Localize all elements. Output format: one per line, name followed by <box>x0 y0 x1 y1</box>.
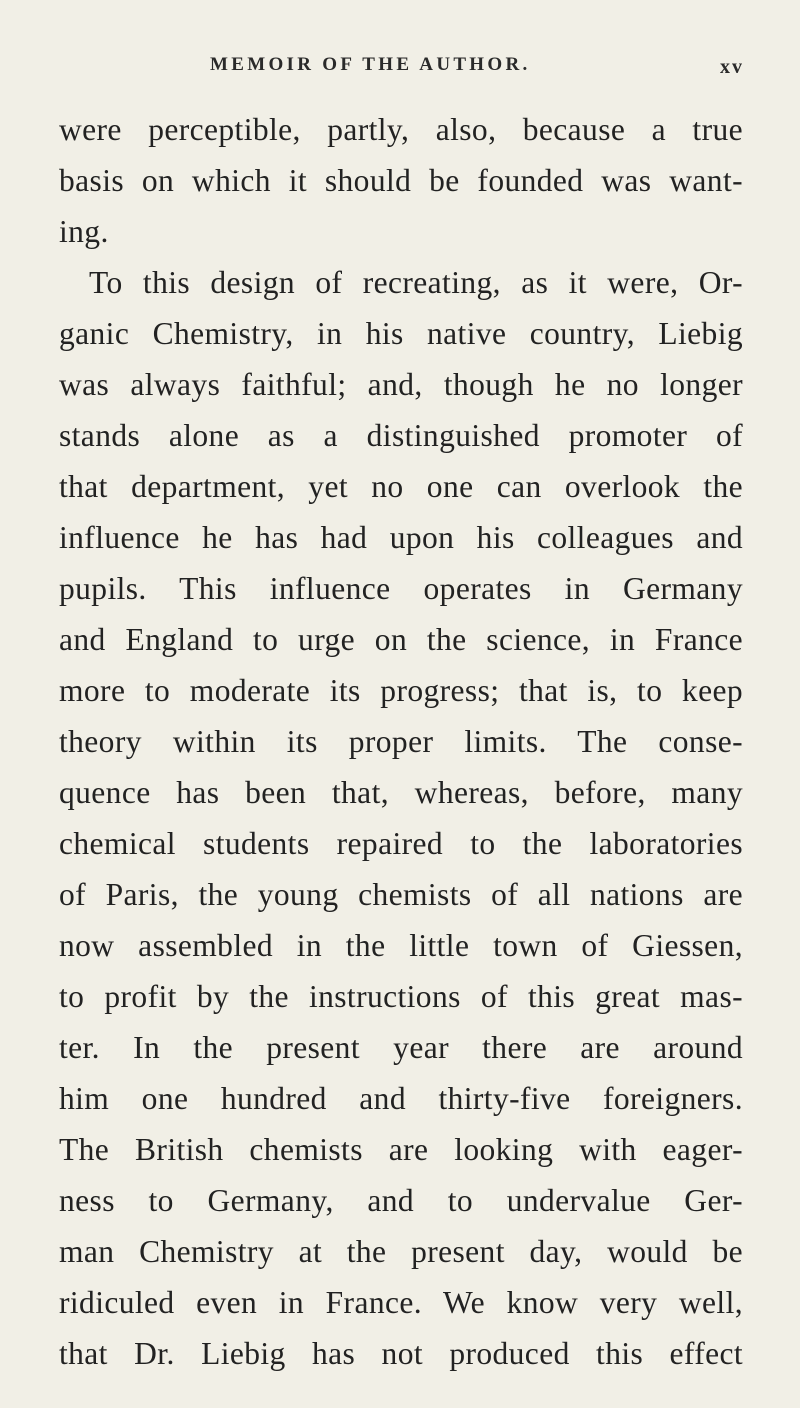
text-line: influence he has had upon his colleagues and <box>59 520 743 555</box>
text-line: man Chemistry at the present day, would be <box>59 1234 743 1269</box>
text-line: were perceptible, partly, also, because a true <box>59 112 743 147</box>
text-line: The British chemists are looking with eager- <box>59 1132 743 1167</box>
text-line: him one hundred and thirty-five foreigners. <box>59 1081 743 1116</box>
text-line: ridiculed even in France. We know very well, <box>59 1285 743 1320</box>
text-line: more to moderate its progress; that is, to keep <box>59 673 743 708</box>
text-line: ing. <box>59 214 109 249</box>
text-line: chemical students repaired to the laboratories <box>59 826 743 861</box>
body-text <box>59 104 743 1379</box>
text-line: ganic Chemistry, in his native country, Liebig <box>59 316 743 351</box>
text-line: that Dr. Liebig has not produced this effect <box>59 1336 743 1371</box>
page-number: xv <box>720 56 744 78</box>
text-line: theory within its proper limits. The conse- <box>59 724 743 759</box>
text-line: was always faithful; and, though he no longer <box>59 367 743 402</box>
text-line: that department, yet no one can overlook the <box>59 469 743 504</box>
text-line: stands alone as a distinguished promoter of <box>59 418 743 453</box>
text-line: quence has been that, whereas, before, many <box>59 775 743 810</box>
text-line: ter. In the present year there are around <box>59 1030 743 1065</box>
text-line: basis on which it should be founded was want- <box>59 163 743 198</box>
text-line: To this design of recreating, as it were, Or- <box>89 265 743 300</box>
text-line: now assembled in the little town of Giessen, <box>59 928 743 963</box>
text-line: and England to urge on the science, in France <box>59 622 743 657</box>
text-line: ness to Germany, and to undervalue Ger- <box>59 1183 743 1218</box>
running-title: MEMOIR OF THE AUTHOR. <box>210 54 531 75</box>
text-line: to profit by the instructions of this great mas- <box>59 979 743 1014</box>
text-line: of Paris, the young chemists of all nations are <box>59 877 743 912</box>
text-line: pupils. This influence operates in Germany <box>59 571 743 606</box>
